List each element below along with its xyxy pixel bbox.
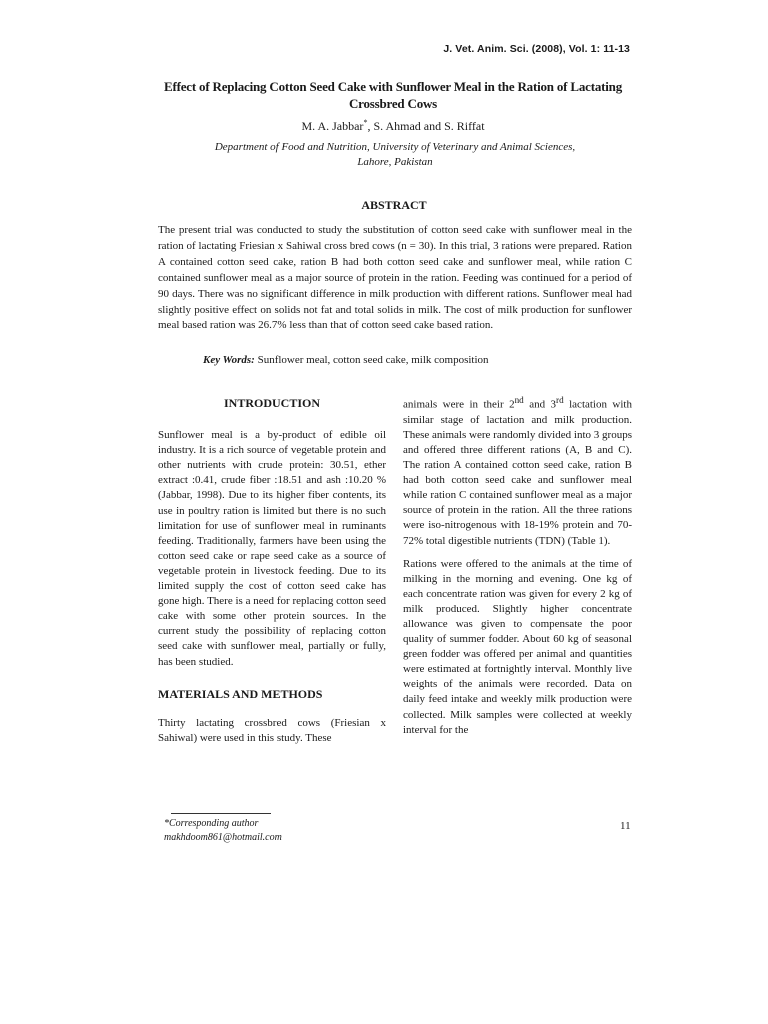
- keywords-line: [203, 354, 489, 366]
- left-column: [158, 396, 386, 746]
- abstract-heading: ABSTRACT: [361, 198, 427, 212]
- footnote-corresponding-label: *Corresponding author: [164, 818, 259, 829]
- journal-citation-header: J. Vet. Anim. Sci. (2008), Vol. 1: 11-13: [443, 43, 630, 55]
- introduction-paragraph: Sunflower meal is a by-product of edible oil industry. It is a rich source of vegetable protein and other nutrients with crude protein: 30.51, ether extract :0.41, crude fiber :18.51 and ash :10.20 % (Jabbar, 1998). Due to its higher fiber contents, its use in poultry ration is limited but there is no such limitation for use of sunflower meal in ruminants feeding. Traditionally, farmers have been using the cotton seed cake or rape seed cake as a source of vegetable protein in livestock feeding. Due to its limited supply the cost of cotton seed cake has gone high. There is a need for replacing cotton seed cake with some other protein sources. In the current study the possibility of replacing cotton seed cake with sunflower meal, partially or fully, has been studied.: [158, 429, 386, 668]
- author-affiliation: Department of Food and Nutrition, University of Veterinary and Animal Sciences, Lahore, Pakistan: [214, 141, 576, 168]
- keywords-label: Key Words:: [203, 354, 255, 366]
- footnote-email: makhdoom861@hotmail.com: [164, 832, 282, 843]
- footnote-rule: [171, 813, 271, 814]
- materials-methods-heading: MATERIALS AND METHODS: [158, 686, 323, 701]
- mm-text-part-c: lactation with similar stage of lactation and milk production. These animals were randomly divided into 3 groups and offered three different rations (A, B and C). The ration A contained cotton seed cake, ration B had both cotton seed cake and sunflower meal while ration C contained sunflower meal as a major source of protein in the ration. All the three rations were iso-nitrogenous with 18-19% protein and 70-72% total digestible nutrients (TDN) (Table 1).: [403, 398, 632, 547]
- ordinal-suffix-nd: nd: [514, 395, 524, 405]
- mm-text-part-b: and 3: [523, 398, 557, 411]
- corresponding-author-name: M. A. Jabbar: [301, 119, 364, 133]
- right-column: [403, 393, 632, 738]
- materials-methods-paragraph-2: Rations were offered to the animals at the time of milking in the morning and evening. One kg of each concentrate ration was given for every 2 kg of milk produced. Slightly higher concentrate allowance was given to compensate the poor quality of summer fodder. About 60 kg of seasonal green fodder was offered per animal and quantities were estimated at fortnightly interval. Monthly live weights of the animals were recorded. Data on daily feed intake and weekly milk production were collected. Milk samples were collected at weekly interval for the: [403, 557, 632, 736]
- page-number: 11: [620, 820, 631, 832]
- author-list: [150, 118, 636, 134]
- materials-methods-paragraph-1: Thirty lactating crossbred cows (Friesian x Sahiwal) were used in this study. These: [158, 716, 386, 744]
- abstract-text: The present trial was conducted to study the substitution of cotton seed cake with sunflower meal in the ration of lactating Friesian x Sahiwal cross bred cows (n = 30). In this trial, 3 rations were prepared. Ration A contained cotton seed cake, ration B had both cotton seed cake and sunflower meal, while ration C contained sunflower meal as a major source of protein in the ration. Feeding was continued for a period of 90 days. There was no significant difference in milk production with different rations. Sunflower meal had slightly positive effect on solids not fat and total solids in milk. The cost of milk production for sunflower meal based ration was 26.7% less than that of cotton seed cake based ration.: [158, 224, 632, 332]
- keywords-text: Sunflower meal, cotton seed cake, milk composition: [254, 354, 489, 366]
- paper-title: Effect of Replacing Cotton Seed Cake with Sunflower Meal in the Ration of Lactating Crossbred Cows: [164, 79, 622, 111]
- mm-text-part-a: animals were in their 2: [403, 398, 515, 411]
- materials-methods-paragraph-1-continued: [403, 393, 632, 549]
- ordinal-suffix-rd: rd: [556, 395, 564, 405]
- coauthor-names: , S. Ahmad and S. Riffat: [367, 119, 485, 133]
- corresponding-author-mark: *: [363, 118, 368, 127]
- footnote: [164, 817, 282, 845]
- introduction-heading: INTRODUCTION: [223, 396, 320, 410]
